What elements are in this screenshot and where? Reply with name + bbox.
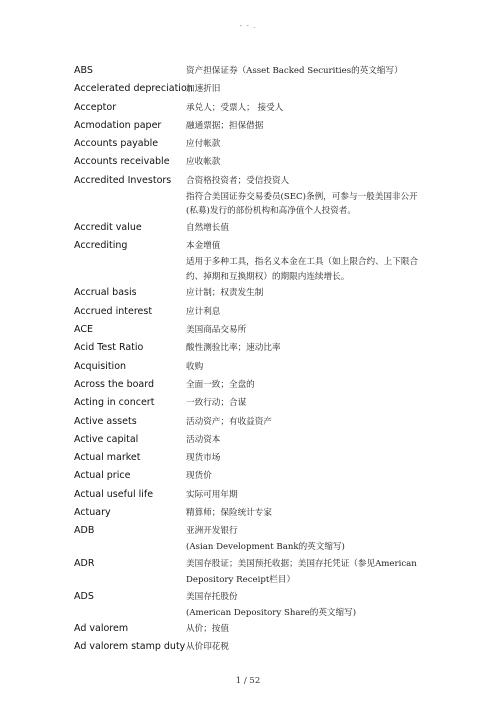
glossary-term: Accounts payable	[74, 138, 159, 150]
definition-line: 应收帐款	[186, 157, 221, 168]
glossary-entry	[74, 555, 434, 588]
glossary-definition	[186, 431, 434, 449]
definition-line: 从价；按值	[186, 624, 229, 635]
glossary-entry	[74, 358, 434, 376]
glossary-term: Across the board	[74, 378, 155, 390]
definition-line: 加速折旧	[186, 84, 221, 95]
glossary-definition	[186, 467, 434, 485]
glossary-definition	[186, 413, 434, 431]
glossary-definition	[186, 620, 434, 638]
glossary-definition	[186, 284, 434, 302]
definition-line: 美国存托股份	[186, 591, 238, 602]
glossary-definition	[186, 321, 434, 339]
glossary-definition	[186, 135, 434, 153]
glossary-term: Actuary	[74, 507, 111, 519]
glossary-definition	[186, 358, 434, 376]
glossary-entries	[74, 62, 434, 657]
glossary-term: Acid Test Ratio	[74, 342, 144, 354]
glossary-definition	[186, 62, 434, 80]
glossary-definition	[186, 172, 434, 219]
glossary-definition	[186, 237, 434, 284]
definition-line: 资产担保证券（Asset Backed Securities的英文缩写）	[186, 66, 403, 76]
definition-line: 应付帐款	[186, 139, 221, 150]
glossary-term: Accrued interest	[74, 305, 153, 317]
definition-line: 全面一致；全盘的	[186, 379, 255, 390]
glossary-entry	[74, 376, 434, 394]
glossary-entry	[74, 284, 434, 302]
glossary-term: Accounts receivable	[74, 156, 170, 168]
glossary-term: ADR	[74, 557, 95, 569]
glossary-entry	[74, 62, 434, 80]
glossary-term: ADS	[74, 590, 94, 602]
glossary-term: Actual useful life	[74, 488, 154, 500]
glossary-entry	[74, 588, 434, 621]
glossary-term: Acmodation paper	[74, 119, 162, 131]
glossary-term: Active capital	[74, 433, 139, 445]
glossary-term: Ad valorem stamp duty	[74, 641, 186, 653]
glossary-definition	[186, 376, 434, 394]
page-number: 1 / 52	[235, 676, 261, 686]
glossary-entry	[74, 449, 434, 467]
glossary-entry	[74, 467, 434, 485]
definition-line: 从价印花税	[186, 642, 229, 653]
glossary-definition	[186, 504, 434, 522]
glossary-definition	[186, 449, 434, 467]
glossary-entry	[74, 99, 434, 117]
glossary-definition	[186, 117, 434, 135]
definition-line: 合资格投资者；受信投资人	[186, 175, 290, 186]
glossary-definition	[186, 219, 434, 237]
glossary-entry	[74, 504, 434, 522]
glossary-entry	[74, 153, 434, 171]
definition-line: 实际可用年期	[186, 489, 238, 500]
glossary-term: Actual price	[74, 470, 131, 482]
glossary-term: ABS	[74, 65, 93, 76]
glossary-entry	[74, 620, 434, 638]
definition-line: 指符合美国证券交易委员(SEC)条例，可参与一般美国非公开	[186, 191, 418, 202]
definition-line: 融通票据；担保借据	[186, 120, 264, 131]
glossary-entry	[74, 219, 434, 237]
glossary-definition	[186, 99, 434, 117]
definition-line: (American Depository Share的英文缩写)	[186, 607, 357, 618]
glossary-entry	[74, 413, 434, 431]
definition-line: 精算师；保险统计专家	[186, 508, 272, 519]
glossary-entry	[74, 486, 434, 504]
definition-line: (Asian Development Bank的英文缩写)	[186, 542, 345, 553]
glossary-definition	[186, 339, 434, 357]
glossary-definition	[186, 486, 434, 504]
glossary-entry	[74, 303, 434, 321]
definition-line: 应计制；权责发生制	[186, 288, 264, 299]
glossary-term: Active assets	[74, 415, 137, 427]
glossary-definition	[186, 638, 434, 656]
definition-line: 自然增长值	[186, 222, 229, 233]
glossary-term: Accredit value	[74, 221, 142, 233]
definition-line: 活动资产；有收益资产	[186, 416, 272, 427]
glossary-entry	[74, 638, 434, 656]
glossary-definition	[186, 394, 434, 412]
glossary-entry	[74, 522, 434, 555]
glossary-term: Ad valorem	[74, 623, 129, 635]
definition-line: 现货市场	[186, 453, 221, 464]
glossary-definition	[186, 522, 434, 555]
definition-line: 适用于多种工具，指名义本金在工具（如上限合约、上下限合	[186, 257, 419, 268]
glossary-term: Accelerated depreciation	[74, 83, 193, 95]
definition-line: Depository Receipt栏目）	[186, 574, 296, 585]
glossary-definition	[186, 588, 434, 621]
glossary-term: Accrediting	[74, 240, 128, 252]
glossary-entry	[74, 117, 434, 135]
glossary-entry	[74, 321, 434, 339]
glossary-entry	[74, 172, 434, 219]
glossary-term: ADB	[74, 525, 95, 537]
glossary-definition	[186, 303, 434, 321]
glossary-term: Accrual basis	[74, 287, 137, 299]
glossary-entry	[74, 394, 434, 412]
glossary-entry	[74, 237, 434, 284]
glossary-entry	[74, 431, 434, 449]
definition-line: 承兑人；受票人； 接受人	[186, 102, 284, 113]
header-mark: - - .	[239, 22, 257, 30]
glossary-entry	[74, 80, 434, 98]
glossary-term: Acceptor	[74, 101, 117, 113]
definition-line: 一致行动；合谋	[186, 398, 247, 409]
definition-line: 美国存股证；美国预托收据；美国存托凭证（参见American	[186, 558, 417, 569]
definition-line: 本金增值	[186, 241, 221, 252]
glossary-definition	[186, 153, 434, 171]
glossary-definition	[186, 555, 434, 588]
glossary-term: Accredited Investors	[74, 174, 172, 186]
definition-line: 酸性测验比率；速动比率	[186, 343, 281, 354]
glossary-definition	[186, 80, 434, 98]
glossary-term: Acquisition	[74, 360, 127, 372]
definition-line: 亚洲开发银行	[186, 526, 238, 537]
glossary-term: Actual market	[74, 452, 141, 464]
definition-line: (私募)发行的部份机构和高净值个人投资者。	[186, 206, 356, 217]
glossary-entry	[74, 339, 434, 357]
definition-line: 美国商品交易所	[186, 325, 247, 336]
glossary-term: Acting in concert	[74, 397, 155, 409]
definition-line: 现货价	[186, 471, 212, 482]
definition-line: 活动资本	[186, 434, 221, 445]
definition-line: 应计利息	[186, 306, 221, 317]
glossary-entry	[74, 135, 434, 153]
definition-line: 收购	[186, 361, 204, 372]
definition-line: 约、掉期和互换期权）的期限内连续增长。	[186, 271, 350, 282]
glossary-term: ACE	[74, 324, 93, 336]
